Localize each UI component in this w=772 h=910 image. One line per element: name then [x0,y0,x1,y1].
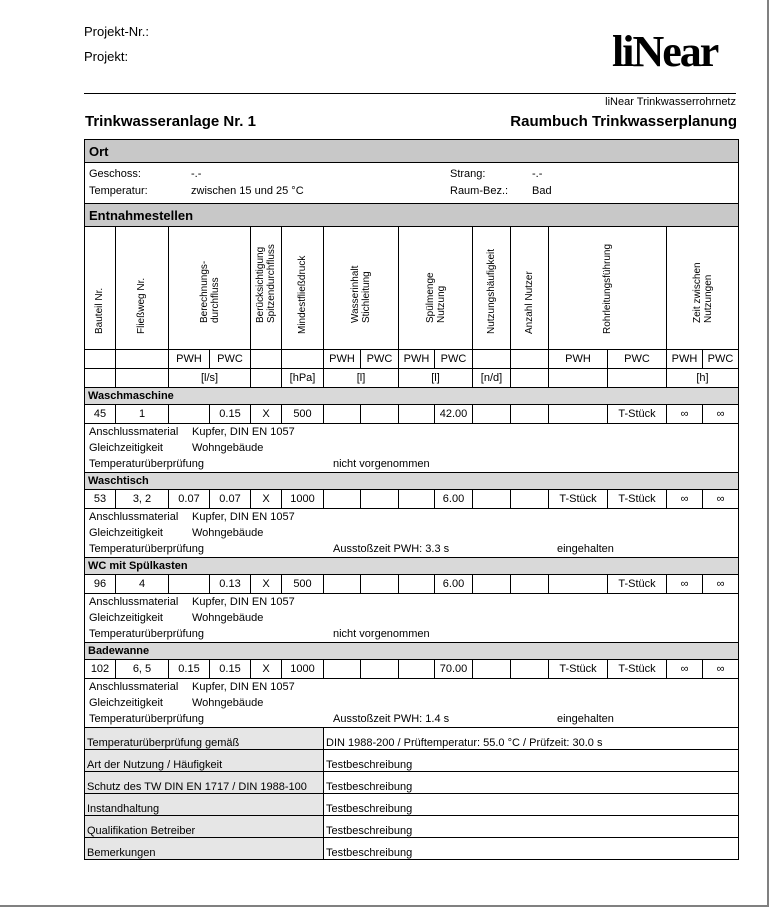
temperatur-info: Ausstoßzeit PWH: 3.3 s [333,543,450,555]
strang-label: Strang: [450,168,486,180]
cell-sp-pwc: 6.00 [435,575,473,594]
pwc-label: PWC [703,350,739,369]
cell-bauteil: 102 [85,660,116,679]
cell-spitz: X [251,660,282,679]
cell-wi-pwc [361,490,399,509]
temperatur-label: Temperaturüberprüfung [89,628,204,640]
cell-sp-pwh [399,405,435,424]
device-data-row [85,575,739,594]
projekt-label: Projekt: [84,49,129,64]
col-berechnung-header: Berechnungs- durchfluss [169,227,251,350]
cell-sp-pwh [399,575,435,594]
gleichzeitigkeit-value: Wohngebäude [192,527,264,539]
footer-row [85,728,739,750]
geschoss-label: Geschoss: [89,168,141,180]
device-info-cell [85,679,739,728]
cell-fliessweg: 6, 5 [116,660,169,679]
unit-liter: [l] [399,369,473,388]
device-name: Waschtisch [85,473,739,490]
cell-r-pwh [549,405,608,424]
column-header-row [85,227,739,350]
cell-wi-pwc [361,575,399,594]
device-info [85,594,738,642]
units-row [85,369,739,388]
cell-bauteil: 45 [85,405,116,424]
cell-r-pwc: T-Stück [608,405,667,424]
col-haeufigkeit-header: Nutzungshäufigkeit [473,227,511,350]
cell-sp-pwh [399,660,435,679]
geschoss-value: -.- [191,168,202,180]
pwh-label: PWH [549,350,608,369]
device-info-row [85,594,739,643]
cell-pwh: 0.07 [169,490,210,509]
cell-sp-pwc: 42.00 [435,405,473,424]
footer-value: Testbeschreibung [324,772,739,794]
device-name: Waschmaschine [85,388,739,405]
raum-label: Raum-Bez.: [450,185,509,197]
material-value: Kupfer, DIN EN 1057 [192,511,295,523]
header-divider [84,93,736,94]
unit-hours: [h] [667,369,739,388]
cell-wi-pwh [324,575,361,594]
ort-details [85,163,738,203]
device-info [85,424,738,472]
footer-label: Schutz des TW DIN EN 1717 / DIN 1988-100 [85,772,324,794]
cell-anz [511,660,549,679]
temperatur-info: Ausstoßzeit PWH: 1.4 s [333,713,450,725]
pwc-label: PWC [210,350,251,369]
footer-value: DIN 1988-200 / Prüftemperatur: 55.0 °C / Prüfzeit: 30.0 s [324,728,739,750]
temperatur-label: Temperaturüberprüfung [89,713,204,725]
cell-bauteil: 96 [85,575,116,594]
device-info-row [85,679,739,728]
device-header-row [85,473,739,490]
raum-value: Bad [532,185,552,197]
temperatur-status: eingehalten [557,543,614,555]
device-info [85,679,738,727]
document-title-right: Raumbuch Trinkwasserplanung [510,113,737,130]
cell-pwc: 0.15 [210,660,251,679]
cell-wi-pwc [361,660,399,679]
device-data-row [85,660,739,679]
cell-r-pwc: T-Stück [608,575,667,594]
document-title-left: Trinkwasseranlage Nr. 1 [85,113,256,130]
footer-value: Testbeschreibung [324,794,739,816]
anschluss-label: Anschlussmaterial [89,511,179,523]
unit-liter: [l] [324,369,399,388]
gleichzeitigkeit-label: Gleichzeitigkeit [89,697,163,709]
cell-anz [511,490,549,509]
cell-druck: 500 [282,575,324,594]
material-value: Kupfer, DIN EN 1057 [192,681,295,693]
device-info-cell [85,424,739,473]
col-wasserinhalt-header: Wasserinhalt Stichleitung [324,227,399,350]
device-data-row [85,490,739,509]
pwh-label: PWH [399,350,435,369]
unit-pressure: [hPa] [282,369,324,388]
device-info-row [85,509,739,558]
footer-row [85,750,739,772]
cell-haeuf [473,490,511,509]
cell-fliessweg: 3, 2 [116,490,169,509]
pwh-pwc-row [85,350,739,369]
cell-pwh [169,575,210,594]
pwc-label: PWC [361,350,399,369]
cell-wi-pwh [324,660,361,679]
cell-z-pwh: ∞ [667,490,703,509]
anschluss-label: Anschlussmaterial [89,426,179,438]
footer-value: Testbeschreibung [324,750,739,772]
cell-z-pwh: ∞ [667,405,703,424]
pwh-label: PWH [324,350,361,369]
device-info-cell [85,509,739,558]
cell-spitz: X [251,575,282,594]
pwh-label: PWH [667,350,703,369]
entnahme-section-header: Entnahmestellen [85,204,739,227]
col-fliessweg-header: Fließweg Nr. [116,227,169,350]
cell-haeuf [473,575,511,594]
temperatur-label: Temperatur: [89,185,148,197]
cell-pwh [169,405,210,424]
footer-row [85,816,739,838]
material-value: Kupfer, DIN EN 1057 [192,426,295,438]
cell-z-pwh: ∞ [667,575,703,594]
cell-r-pwh: T-Stück [549,490,608,509]
cell-z-pwc: ∞ [703,575,739,594]
gleichzeitigkeit-label: Gleichzeitigkeit [89,527,163,539]
footer-row [85,794,739,816]
anschluss-label: Anschlussmaterial [89,681,179,693]
footer-value: Testbeschreibung [324,838,739,860]
footer-label: Art der Nutzung / Häufigkeit [85,750,324,772]
device-header-row [85,643,739,660]
cell-wi-pwh [324,490,361,509]
gleichzeitigkeit-value: Wohngebäude [192,442,264,454]
cell-bauteil: 53 [85,490,116,509]
temperatur-info: nicht vorgenommen [333,628,430,640]
cell-r-pwc: T-Stück [608,660,667,679]
cell-anz [511,575,549,594]
raumbuch-table [84,139,739,860]
strang-value: -.- [532,168,543,180]
pwc-label: PWC [608,350,667,369]
cell-r-pwh: T-Stück [549,660,608,679]
footer-row [85,772,739,794]
cell-sp-pwc: 6.00 [435,490,473,509]
cell-z-pwc: ∞ [703,490,739,509]
gleichzeitigkeit-label: Gleichzeitigkeit [89,612,163,624]
linear-logo: liNear [612,27,718,76]
pwh-label: PWH [169,350,210,369]
cell-z-pwc: ∞ [703,660,739,679]
device-info [85,509,738,557]
cell-druck: 500 [282,405,324,424]
cell-z-pwc: ∞ [703,405,739,424]
cell-sp-pwh [399,490,435,509]
device-info-cell [85,594,739,643]
cell-spitz: X [251,490,282,509]
device-header-row [85,558,739,575]
temperatur-label: Temperaturüberprüfung [89,458,204,470]
cell-pwc: 0.13 [210,575,251,594]
document-subtitle: liNear Trinkwasserrohrnetz [605,96,736,108]
cell-anz [511,405,549,424]
cell-wi-pwh [324,405,361,424]
footer-label: Instandhaltung [85,794,324,816]
cell-fliessweg: 1 [116,405,169,424]
col-spuelmenge-header: Spülmenge Nutzung [399,227,473,350]
device-data-row [85,405,739,424]
cell-pwc: 0.07 [210,490,251,509]
temperatur-label: Temperaturüberprüfung [89,543,204,555]
cell-r-pwc: T-Stück [608,490,667,509]
cell-z-pwh: ∞ [667,660,703,679]
temperatur-info: nicht vorgenommen [333,458,430,470]
temperatur-value: zwischen 15 und 25 °C [191,185,304,197]
cell-pwh: 0.15 [169,660,210,679]
col-zeit-header: Zeit zwischen Nutzungen [667,227,739,350]
cell-fliessweg: 4 [116,575,169,594]
footer-row [85,838,739,860]
gleichzeitigkeit-value: Wohngebäude [192,612,264,624]
device-name: WC mit Spülkasten [85,558,739,575]
cell-druck: 1000 [282,490,324,509]
footer-label: Temperaturüberprüfung gemäß [85,728,324,750]
cell-haeuf [473,660,511,679]
col-spitzen-header: Berücksichtigung Spitzendurchfluss [251,227,282,350]
cell-wi-pwc [361,405,399,424]
gleichzeitigkeit-value: Wohngebäude [192,697,264,709]
footer-value: Testbeschreibung [324,816,739,838]
cell-r-pwh [549,575,608,594]
ort-section-header: Ort [85,140,739,163]
gleichzeitigkeit-label: Gleichzeitigkeit [89,442,163,454]
cell-sp-pwc: 70.00 [435,660,473,679]
temperatur-status: eingehalten [557,713,614,725]
col-bauteil-header: Bauteil Nr. [85,227,116,350]
col-anzahl-header: Anzahl Nutzer [511,227,549,350]
col-rohr-header: Rohrleitungsführung [549,227,667,350]
unit-flow: [l/s] [169,369,251,388]
device-header-row [85,388,739,405]
projekt-nr-label: Projekt-Nr.: [84,24,150,39]
cell-druck: 1000 [282,660,324,679]
device-name: Badewanne [85,643,739,660]
device-info-row [85,424,739,473]
cell-haeuf [473,405,511,424]
material-value: Kupfer, DIN EN 1057 [192,596,295,608]
col-mindest-header: Mindestfließdruck [282,227,324,350]
footer-label: Bemerkungen [85,838,324,860]
cell-pwc: 0.15 [210,405,251,424]
anschluss-label: Anschlussmaterial [89,596,179,608]
footer-label: Qualifikation Betreiber [85,816,324,838]
pwc-label: PWC [435,350,473,369]
cell-spitz: X [251,405,282,424]
unit-frequency: [n/d] [473,369,511,388]
